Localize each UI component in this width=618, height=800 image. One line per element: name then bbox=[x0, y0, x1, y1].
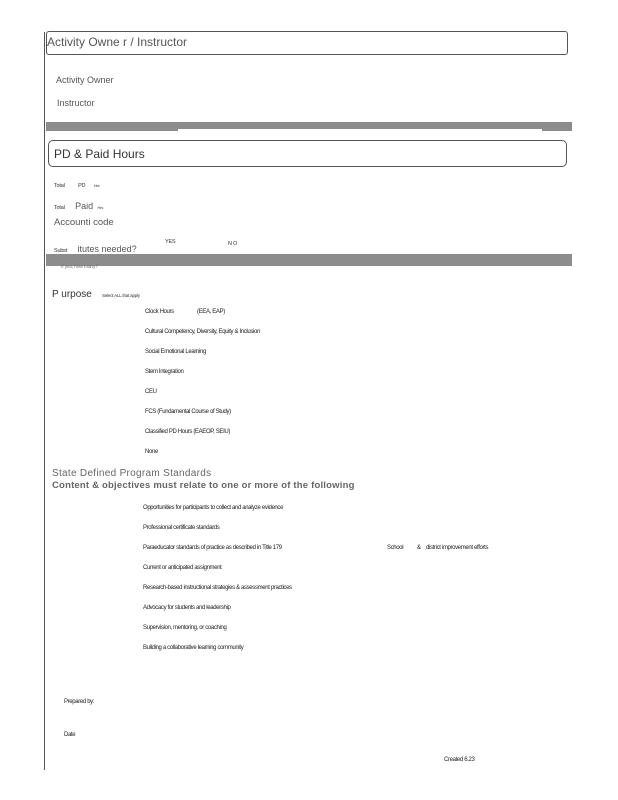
activity-owner-label: Activity Owner bbox=[56, 75, 114, 85]
header-title: Activity Owne r / Instructor bbox=[47, 35, 188, 49]
pd-hours-title: PD & Paid Hours bbox=[54, 147, 145, 161]
standard-item-paraeducator[interactable]: Paraeducator standards of practice as described in Title 179 bbox=[143, 545, 282, 551]
standard-item-research[interactable]: Research-based instructional strategies & assessment practices bbox=[143, 585, 292, 591]
instructor-label: Instructor bbox=[57, 98, 95, 108]
purpose-item-none[interactable]: None bbox=[145, 449, 158, 455]
created-note: Created 6.23 bbox=[444, 757, 475, 763]
purpose-title: P urpose bbox=[52, 289, 92, 300]
purpose-item-cultural[interactable]: Cultural Competency, Diversity, Equity & Inclusion bbox=[145, 329, 260, 335]
purpose-item-fcs[interactable]: FCS (Fundamental Course of Study) bbox=[145, 409, 231, 415]
pd-hours-header bbox=[48, 140, 567, 167]
total-paid-row: Total Paid Hrs bbox=[54, 201, 104, 211]
standard-item-professional[interactable]: Professional certificate standards bbox=[143, 525, 220, 531]
activity-owner-header bbox=[46, 31, 568, 55]
purpose-item-classified[interactable]: Classified PD Hours (EAEOP, SEIU) bbox=[145, 429, 231, 435]
account-code-label: Accounti code bbox=[54, 217, 114, 228]
purpose-item-sel[interactable]: Social Emotional Learning bbox=[145, 349, 206, 355]
divider-gap bbox=[178, 129, 542, 132]
substitutes-row: Subst itutes needed? bbox=[54, 244, 137, 254]
standard-item-assignment[interactable]: Current or anticipated assignment bbox=[143, 565, 222, 571]
how-many-label: If yes, how many? bbox=[61, 264, 98, 270]
date-label: Date bbox=[64, 732, 76, 738]
purpose-item-stem[interactable]: Stem Integration bbox=[145, 369, 184, 375]
no-option[interactable]: N O bbox=[228, 241, 238, 247]
standard-amp: & bbox=[417, 545, 421, 551]
standard-item-evidence[interactable]: Opportunities for participants to collect and analyze evidence bbox=[143, 505, 284, 511]
divider-bar-2 bbox=[46, 254, 572, 266]
standard-item-advocacy[interactable]: Advocacy for students and leadership bbox=[143, 605, 231, 611]
standard-item-community[interactable]: Building a collaborative learning community bbox=[143, 645, 244, 651]
prepared-by-label: Prepared by: bbox=[64, 699, 95, 705]
left-rule bbox=[44, 32, 45, 770]
standard-school-label: School bbox=[387, 545, 404, 551]
purpose-item-ceu[interactable]: CEU bbox=[145, 389, 157, 395]
standard-item-supervision[interactable]: Supervision, mentoring, or coaching bbox=[143, 625, 227, 631]
standard-district-label[interactable]: district improvement efforts bbox=[426, 545, 489, 551]
standards-subtitle: Content & objectives must relate to one or more of the following bbox=[52, 480, 355, 491]
total-pd-row: Total PD Hrs bbox=[54, 183, 100, 189]
purpose-item-clock-hours-note: (EEA, EAP) bbox=[197, 309, 225, 315]
purpose-item-clock-hours[interactable]: Clock Hours bbox=[145, 309, 174, 315]
standards-title: State Defined Program Standards bbox=[52, 468, 212, 479]
yes-option[interactable]: YES bbox=[165, 239, 176, 245]
select-all-hint: Select ALL that apply bbox=[102, 293, 140, 298]
